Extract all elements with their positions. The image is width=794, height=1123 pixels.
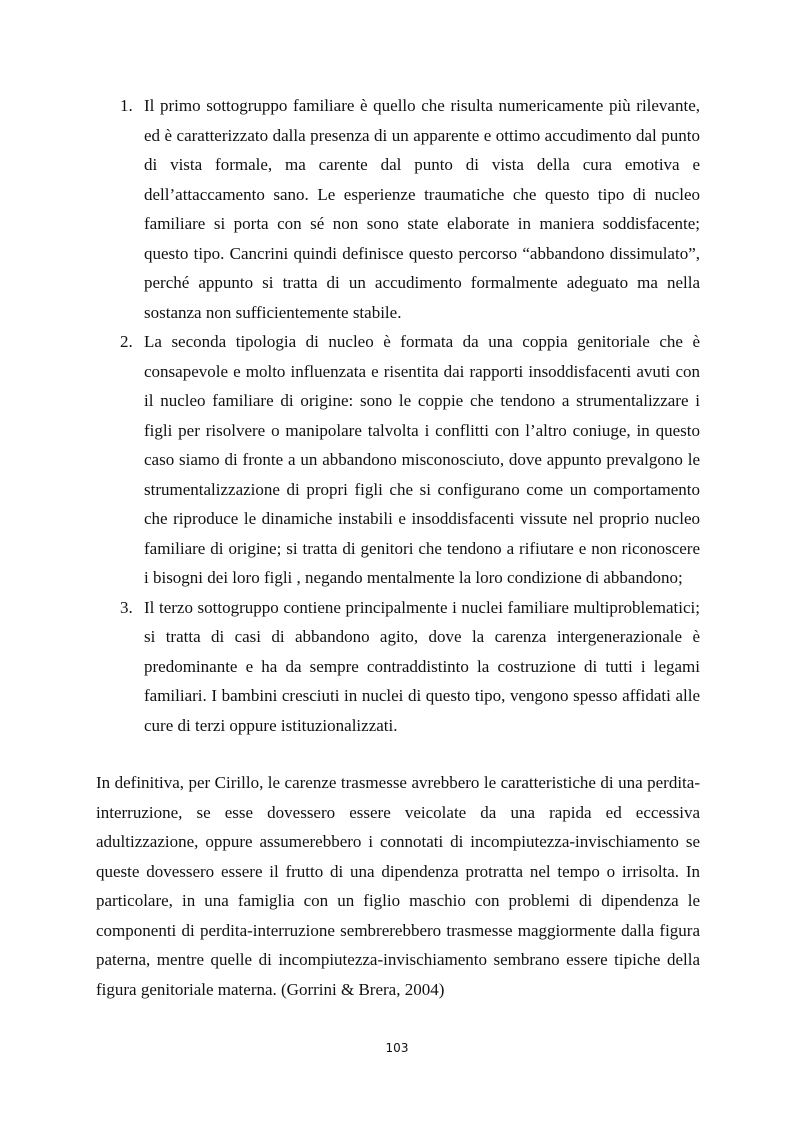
- body-paragraph: In definitiva, per Cirillo, le carenze trasmesse avrebbero le caratteristiche di una perdita-interruzione, se esse dovessero essere veicolate da una rapida ed eccessiva adultizzazione, oppure assumerebbero i connotati di incompiutezza-invischiamento se queste dovessero essere il frutto di una dipendenza protratta nel tempo o irrisolta. In particolare, in una famiglia con un figlio maschio con problemi di dipendenza le componenti di perdita-interruzione sembrerebbero trasmesse maggiormente dalla figura paterna, mentre quelle di incompiutezza-invischiamento sembrano essere tipiche della figura genitoriale materna. (Gorrini & Brera, 2004): [96, 773, 700, 999]
- list-item-2: [112, 327, 700, 593]
- list-item-text: Il terzo sottogruppo contiene principalmente i nuclei familiare multiproblematici; si tratta di casi di abbandono agito, dove la carenza intergenerazionale è predominante e ha da sempre contraddistinto la costruzione di tutti i legami familiari. I bambini cresciuti in nuclei di questo tipo, vengono spesso affidati alle cure di terzi oppure istituzionalizzati.: [144, 597, 700, 735]
- list-item-text: La seconda tipologia di nucleo è formata da una coppia genitoriale che è consapevole e molto influenzata e risentita dai rapporti insoddisfacenti avuti con il nucleo familiare di origine: sono le coppie che tendono a strumentalizzare i figli per risolvere o manipolare talvolta i conflitti con l’altro coniuge, in questo caso siamo di fronte a un abbandono misconosciuto, dove appunto prevalgono le strumentalizzazione di propri figli che si configurano come un comportamento che riproduce le dinamiche instabili e insoddisfacenti vissute nel proprio nucleo familiare di origine; si tratta di genitori che tendono a rifiutare e non riconoscere i bisogni dei loro figli , negando mentalmente la loro condizione di abbandono;: [144, 332, 700, 587]
- list-item-number: 2.: [120, 332, 133, 351]
- page-number: 103: [385, 1041, 409, 1055]
- list-item-1: [112, 91, 700, 327]
- list-item-number: 3.: [120, 597, 133, 617]
- list-item-3: [112, 593, 700, 741]
- list-item-number: 1.: [120, 96, 133, 115]
- numbered-list: [112, 91, 700, 740]
- list-item-text: Il primo sottogruppo familiare è quello che risulta numericamente più rilevante, ed è caratterizzato dalla presenza di un apparente e ottimo accudimento dal punto di vista formale, ma carente dal punto di vista della cura emotiva e dell’attaccamento sano. Le esperienze traumatiche che questo tipo di nucleo familiare si porta con sé non sono state elaborate in maniera soddisfacente; questo tipo. Cancrini quindi definisce questo percorso “abbandono dissimulato”, perché appunto si tratta di un accudimento formalmente adeguato ma nella sostanza non sufficientemente stabile.: [144, 96, 700, 322]
